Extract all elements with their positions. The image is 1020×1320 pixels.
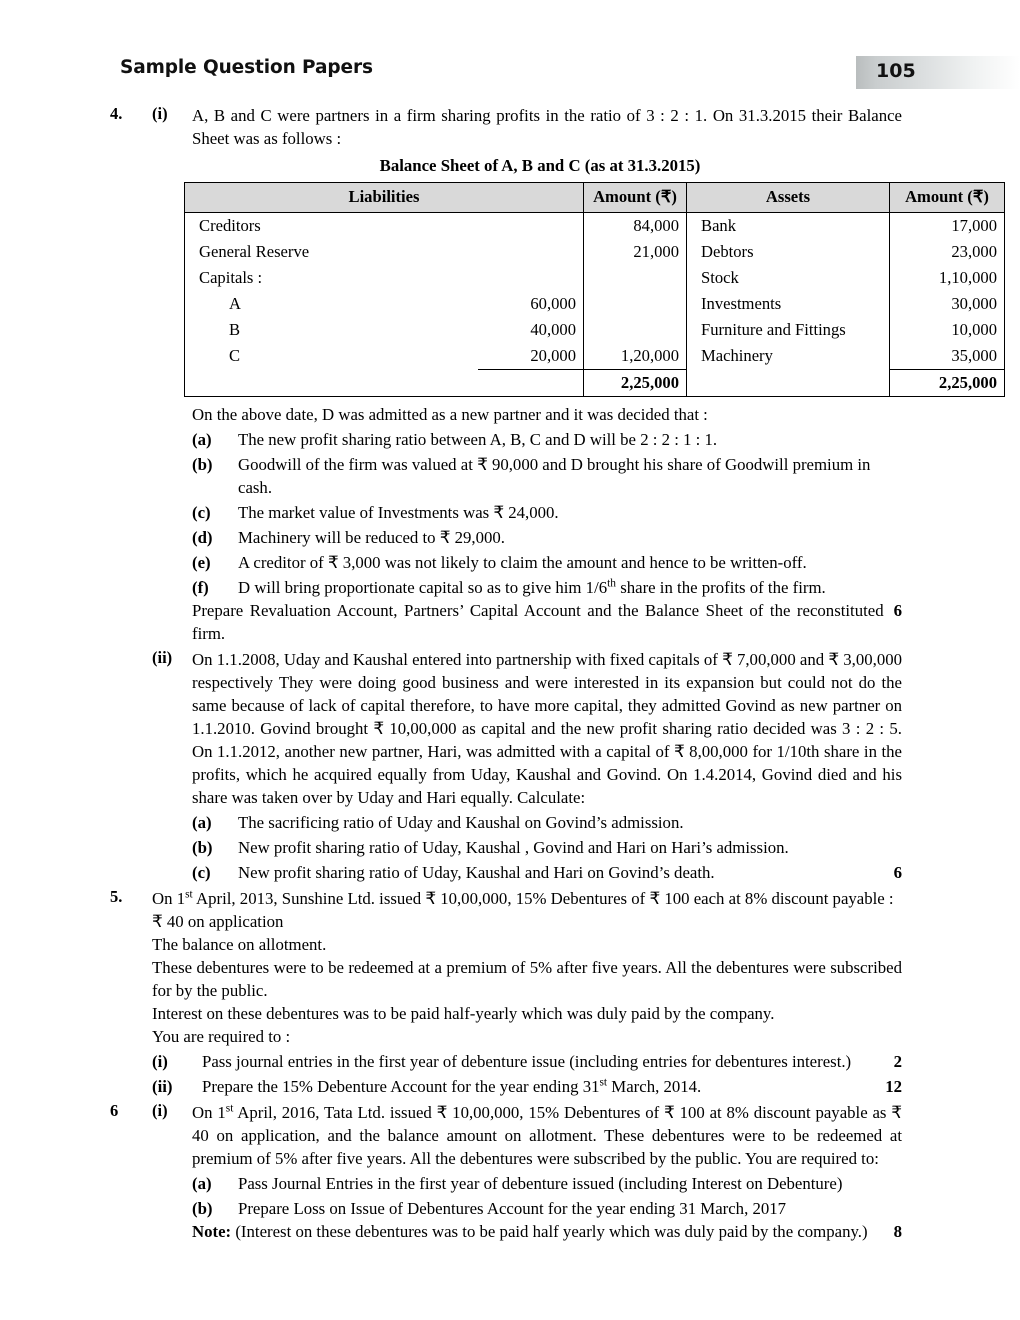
question-4-prepare-text bbox=[192, 599, 902, 645]
note-label: Note: bbox=[192, 1222, 232, 1241]
balance-sheet-block bbox=[0, 156, 1020, 397]
question-4-after-table-intro: On the above date, D was admitted as a new partner and it was decided that : bbox=[192, 405, 708, 424]
marks-value: 12 bbox=[885, 1077, 902, 1096]
liability-sub-amount bbox=[478, 265, 584, 291]
list-item-label: (b) bbox=[192, 838, 213, 857]
total-spacer-sub bbox=[478, 370, 584, 397]
marks-value: 6 bbox=[893, 601, 902, 620]
liability-label: General Reserve bbox=[185, 239, 478, 265]
list-item bbox=[192, 811, 902, 834]
balance-sheet-body bbox=[185, 213, 1005, 397]
condition-f-post: share in the profits of the firm. bbox=[616, 578, 826, 597]
q6-text-post: April, 2016, Tata Ltd. issued ₹ 10,00,000, 15% Debentures of ₹ 100 at 8% discount payable as ₹ 40 on application, and the balance amount on allotment. These debentures were to be redeemed at premium of 5% after five years. All the debentures were subscribed by the public. You are required to: bbox=[192, 1103, 902, 1168]
asset-amount: 30,000 bbox=[890, 291, 1005, 317]
balance-sheet-caption: Balance Sheet of A, B and C (as at 31.3.2015) bbox=[379, 156, 701, 175]
liability-amount: 1,20,000 bbox=[584, 343, 687, 370]
liability-amount bbox=[584, 265, 687, 291]
table-row bbox=[185, 317, 1005, 343]
marks-value: 8 bbox=[893, 1222, 902, 1241]
question-4-part-ii-items bbox=[0, 811, 1020, 884]
question-6-part-i-label: (i) bbox=[152, 1101, 168, 1120]
question-4-part-ii-text: On 1.1.2008, Uday and Kaushal entered into partnership with fixed capitals of ₹ 7,00,000 and ₹ 3,00,000 respectively They were doing good business and were interested in its expansion but could not do the same because of lack of capital therefore, to have more capital, they admitted Govind as new partner on 1.1.2010. Govind brought ₹ 10,00,000 as capital and the new profit sharing ratio decided was 3 : 2 : 5. On 1.1.2012, another new partner, Hari, was admitted with a capital of ₹ 8,00,000 for 1/10th share in the profits, which he acquired equally from Uday, Kaushal and Govind. On 1.4.2014, Govind died and his share was taken over by Uday and Hari equally. Calculate: bbox=[192, 650, 902, 807]
list-item-label: (ii) bbox=[152, 1077, 173, 1096]
total-spacer-assets bbox=[687, 370, 890, 397]
question-6-number: 6 bbox=[110, 1101, 119, 1120]
asset-amount: 23,000 bbox=[890, 239, 1005, 265]
list-item-label: (e) bbox=[192, 553, 211, 572]
liability-amount bbox=[584, 291, 687, 317]
question-6-text bbox=[192, 1101, 902, 1170]
list-item-text bbox=[202, 1077, 701, 1096]
table-row bbox=[185, 265, 1005, 291]
liability-sub-amount: 60,000 bbox=[478, 291, 584, 317]
question-4-part-i-intro: A, B and C were partners in a firm sharing profits in the ratio of 3 : 2 : 1. On 31.3.2015 their Balance Sheet was as follows : bbox=[192, 106, 902, 148]
list-item-label: (a) bbox=[192, 1174, 212, 1193]
document-body bbox=[0, 104, 1020, 1243]
balance-sheet-table bbox=[184, 182, 1005, 397]
list-item-label: (c) bbox=[192, 863, 211, 882]
balance-sheet-head bbox=[185, 183, 1005, 213]
page-running-header bbox=[0, 56, 1020, 90]
q5-item2-pre: Prepare the 15% Debenture Account for the year ending 31 bbox=[202, 1077, 600, 1096]
list-item bbox=[192, 576, 902, 599]
list-item-label: (f) bbox=[192, 578, 209, 597]
table-row bbox=[185, 343, 1005, 370]
list-item-text: The sacrificing ratio of Uday and Kaushal on Govind’s admission. bbox=[238, 813, 684, 832]
asset-label: Investments bbox=[687, 291, 890, 317]
asset-label: Machinery bbox=[687, 343, 890, 370]
liability-amount bbox=[584, 317, 687, 343]
list-item bbox=[192, 551, 902, 574]
question-5-line-interest: Interest on these debentures was to be paid half-yearly which was duly paid by the company. bbox=[152, 1004, 775, 1023]
table-row bbox=[185, 239, 1005, 265]
question-5-line-redeem: These debentures were to be redeemed at a premium of 5% after five years. All the debentures were subscribed for by the public. bbox=[152, 958, 902, 1000]
page-title: Sample Question Papers bbox=[120, 57, 373, 78]
list-item-label: (b) bbox=[192, 455, 213, 474]
list-item bbox=[192, 501, 902, 524]
question-5-line-required: You are required to : bbox=[152, 1027, 291, 1046]
prepare-body: Prepare Revaluation Account, Partners’ Capital Account and the Balance Sheet of the reconstituted firm. bbox=[192, 601, 884, 643]
liability-label: Creditors bbox=[185, 213, 478, 240]
asset-amount: 35,000 bbox=[890, 343, 1005, 370]
table-row bbox=[185, 291, 1005, 317]
list-item-label: (a) bbox=[192, 813, 212, 832]
liability-sub-amount: 40,000 bbox=[478, 317, 584, 343]
question-5 bbox=[0, 887, 1020, 1098]
list-item-text: The new profit sharing ratio between A, B, C and D will be 2 : 2 : 1 : 1. bbox=[238, 430, 718, 449]
asset-label: Furniture and Fittings bbox=[687, 317, 890, 343]
q5-intro-ordinal: st bbox=[185, 888, 193, 901]
calculate-list bbox=[192, 811, 902, 884]
list-item-text: The market value of Investments was ₹ 24,000. bbox=[238, 503, 559, 522]
list-item bbox=[192, 1197, 902, 1220]
list-item bbox=[192, 453, 902, 499]
question-6 bbox=[0, 1101, 1020, 1243]
list-item-text: New profit sharing ratio of Uday, Kaushal and Hari on Govind’s death. bbox=[238, 863, 715, 882]
question-5-items bbox=[152, 1050, 902, 1098]
marks-value: 6 bbox=[893, 863, 902, 882]
question-6-items bbox=[192, 1172, 902, 1220]
list-item-text: New profit sharing ratio of Uday, Kaushal , Govind and Hari on Hari’s admission. bbox=[238, 838, 789, 857]
question-5-line-allotment: The balance on allotment. bbox=[152, 935, 327, 954]
list-item bbox=[152, 1050, 902, 1073]
list-item-text: Goodwill of the firm was valued at ₹ 90,000 and D brought his share of Goodwill premium in cash. bbox=[238, 455, 871, 497]
liability-label: Capitals : bbox=[185, 265, 478, 291]
q6-text-ordinal: st bbox=[225, 1102, 234, 1115]
list-item bbox=[192, 836, 902, 859]
question-4-conditions bbox=[0, 428, 1020, 599]
condition-f-ordinal: th bbox=[607, 577, 616, 590]
liability-amount: 21,000 bbox=[584, 239, 687, 265]
list-item-label: (c) bbox=[192, 503, 211, 522]
table-total-row bbox=[185, 370, 1005, 397]
asset-label: Bank bbox=[687, 213, 890, 240]
liability-label: C bbox=[185, 343, 478, 370]
col-header-amount-liabilities: Amount (₹) bbox=[584, 183, 687, 213]
question-4-part-ii bbox=[0, 648, 1020, 809]
q5-intro-post: April, 2013, Sunshine Ltd. issued ₹ 10,00,000, 15% Debentures of ₹ 100 each at 8% discount payable : bbox=[192, 889, 894, 908]
asset-amount: 17,000 bbox=[890, 213, 1005, 240]
list-item bbox=[192, 861, 902, 884]
question-4-part-i bbox=[0, 104, 1020, 150]
list-item-label: (a) bbox=[192, 430, 212, 449]
col-header-liabilities: Liabilities bbox=[185, 183, 584, 213]
question-4-number: 4. bbox=[110, 104, 123, 123]
note-text: (Interest on these debentures was to be paid half yearly which was duly paid by the company.) bbox=[235, 1222, 868, 1241]
list-item bbox=[192, 1172, 902, 1195]
q5-item2-post: March, 2014. bbox=[607, 1077, 702, 1096]
marks-value: 2 bbox=[893, 1052, 902, 1071]
q6-text-pre: On 1 bbox=[192, 1103, 226, 1122]
list-item-label: (i) bbox=[152, 1052, 168, 1071]
col-header-assets: Assets bbox=[687, 183, 890, 213]
list-item-text: Pass journal entries in the first year of debenture issue (including entries for debentures interest.) bbox=[202, 1052, 852, 1071]
asset-label: Debtors bbox=[687, 239, 890, 265]
total-assets: 2,25,000 bbox=[890, 370, 1005, 397]
q5-intro-pre: On 1 bbox=[152, 889, 186, 908]
liability-sub-amount: 20,000 bbox=[478, 343, 584, 370]
question-5-intro bbox=[152, 887, 902, 910]
question-6-note bbox=[192, 1220, 902, 1243]
page-number: 105 bbox=[876, 60, 916, 82]
list-item-text: Prepare Loss on Issue of Debentures Account for the year ending 31 March, 2017 bbox=[238, 1199, 787, 1218]
question-4-prepare-row bbox=[0, 599, 1020, 645]
list-item-label: (d) bbox=[192, 528, 213, 547]
asset-label: Stock bbox=[687, 265, 890, 291]
table-row bbox=[185, 213, 1005, 240]
total-liabilities: 2,25,000 bbox=[584, 370, 687, 397]
col-header-amount-assets: Amount (₹) bbox=[890, 183, 1005, 213]
list-item bbox=[192, 428, 902, 451]
list-item-text: Machinery will be reduced to ₹ 29,000. bbox=[238, 528, 505, 547]
condition-f-pre: D will bring proportionate capital so as to give him 1/6 bbox=[238, 578, 608, 597]
q5-item2-ordinal: st bbox=[599, 1076, 608, 1089]
list-item-text: A creditor of ₹ 3,000 was not likely to claim the amount and hence to be written-off. bbox=[238, 553, 807, 572]
folio-band bbox=[856, 56, 1020, 89]
list-item bbox=[192, 526, 902, 549]
asset-amount: 1,10,000 bbox=[890, 265, 1005, 291]
liability-label: B bbox=[185, 317, 478, 343]
list-item-text bbox=[238, 578, 826, 597]
question-5-number: 5. bbox=[110, 887, 123, 906]
asset-amount: 10,000 bbox=[890, 317, 1005, 343]
list-item-text: Pass Journal Entries in the first year of debenture issued (including Interest on Debenture) bbox=[238, 1174, 843, 1193]
liability-sub-amount bbox=[478, 213, 584, 240]
question-5-line-application: ₹ 40 on application bbox=[152, 912, 284, 931]
total-spacer-left bbox=[185, 370, 478, 397]
liability-sub-amount bbox=[478, 239, 584, 265]
question-4-part-i-label: (i) bbox=[152, 104, 168, 123]
question-4-part-ii-label: (ii) bbox=[152, 648, 173, 667]
conditions-list bbox=[192, 428, 902, 599]
question-4-after-table-intro-row bbox=[0, 403, 1020, 426]
list-item-label: (b) bbox=[192, 1199, 213, 1218]
liability-label: A bbox=[185, 291, 478, 317]
liability-amount: 84,000 bbox=[584, 213, 687, 240]
list-item bbox=[152, 1075, 902, 1098]
